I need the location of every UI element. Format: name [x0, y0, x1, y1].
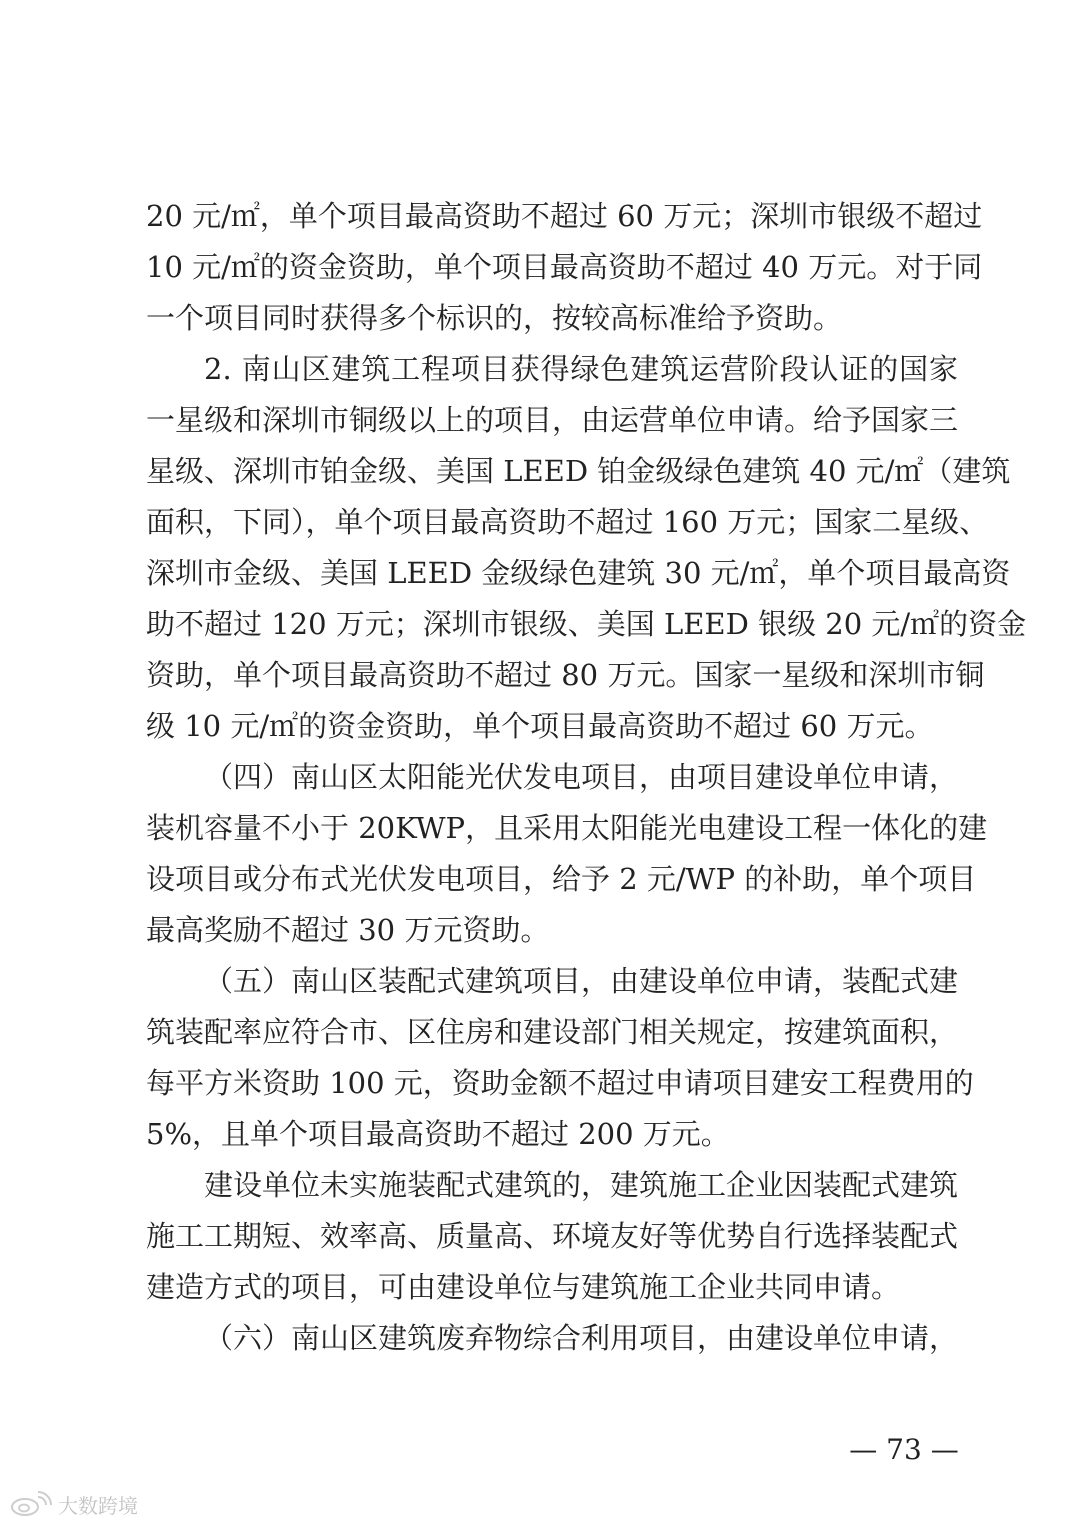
text-line: （五）南山区装配式建筑项目，由建设单位申请，装配式建	[204, 964, 959, 998]
text-line: 施工工期短、效率高、质量高、环境友好等优势自行选择装配式	[146, 1219, 959, 1253]
text-line: 建设单位未实施装配式建筑的，建筑施工企业因装配式建筑	[204, 1168, 959, 1202]
watermark	[10, 1488, 138, 1520]
text-line: 2. 南山区建筑工程项目获得绿色建筑运营阶段认证的国家	[204, 352, 958, 386]
text-line: 筑装配率应符合市、区住房和建设部门相关规定，按建筑面积，	[146, 1015, 959, 1049]
text-line: 助不超过 120 万元；深圳市银级、美国 LEED 银级 20 元/㎡的资金	[146, 607, 1027, 641]
text-line: 最高奖励不超过 30 万元资助。	[146, 913, 550, 947]
page-number: — 73 —	[849, 1433, 959, 1466]
text-line: 一个项目同时获得多个标识的，按较高标准给予资助。	[146, 301, 843, 335]
text-line: 设项目或分布式光伏发电项目，给予 2 元/WP 的补助，单个项目	[146, 862, 977, 896]
text-line: 5%，且单个项目最高资助不超过 200 万元。	[146, 1117, 730, 1151]
weibo-logo-icon	[10, 1491, 52, 1517]
text-line: （六）南山区建筑废弃物综合利用项目，由建设单位申请，	[204, 1321, 959, 1355]
text-line: 级 10 元/㎡的资金资助，单个项目最高资助不超过 60 万元。	[146, 709, 934, 743]
watermark-text: 大数跨境	[58, 1493, 138, 1518]
text-line: 装机容量不小于 20KWP，且采用太阳能光电建设工程一体化的建	[146, 811, 988, 845]
text-line: 一星级和深圳市铜级以上的项目，由运营单位申请。给予国家三	[146, 403, 959, 437]
text-line: （四）南山区太阳能光伏发电项目，由项目建设单位申请，	[204, 760, 959, 794]
text-line: 面积，下同），单个项目最高资助不超过 160 万元；国家二星级、	[146, 505, 989, 539]
text-line: 每平方米资助 100 元，资助金额不超过申请项目建安工程费用的	[146, 1066, 974, 1100]
text-line: 10 元/㎡的资金资助，单个项目最高资助不超过 40 万元。对于同	[146, 250, 983, 284]
text-line: 建造方式的项目，可由建设单位与建筑施工企业共同申请。	[146, 1270, 901, 1304]
text-line: 资助，单个项目最高资助不超过 80 万元。国家一星级和深圳市铜	[146, 658, 985, 692]
text-line: 深圳市金级、美国 LEED 金级绿色建筑 30 元/㎡，单个项目最高资	[146, 556, 1011, 590]
text-line: 20 元/㎡，单个项目最高资助不超过 60 万元；深圳市银级不超过	[146, 199, 983, 233]
text-line: 星级、深圳市铂金级、美国 LEED 铂金级绿色建筑 40 元/㎡（建筑	[146, 454, 1011, 488]
